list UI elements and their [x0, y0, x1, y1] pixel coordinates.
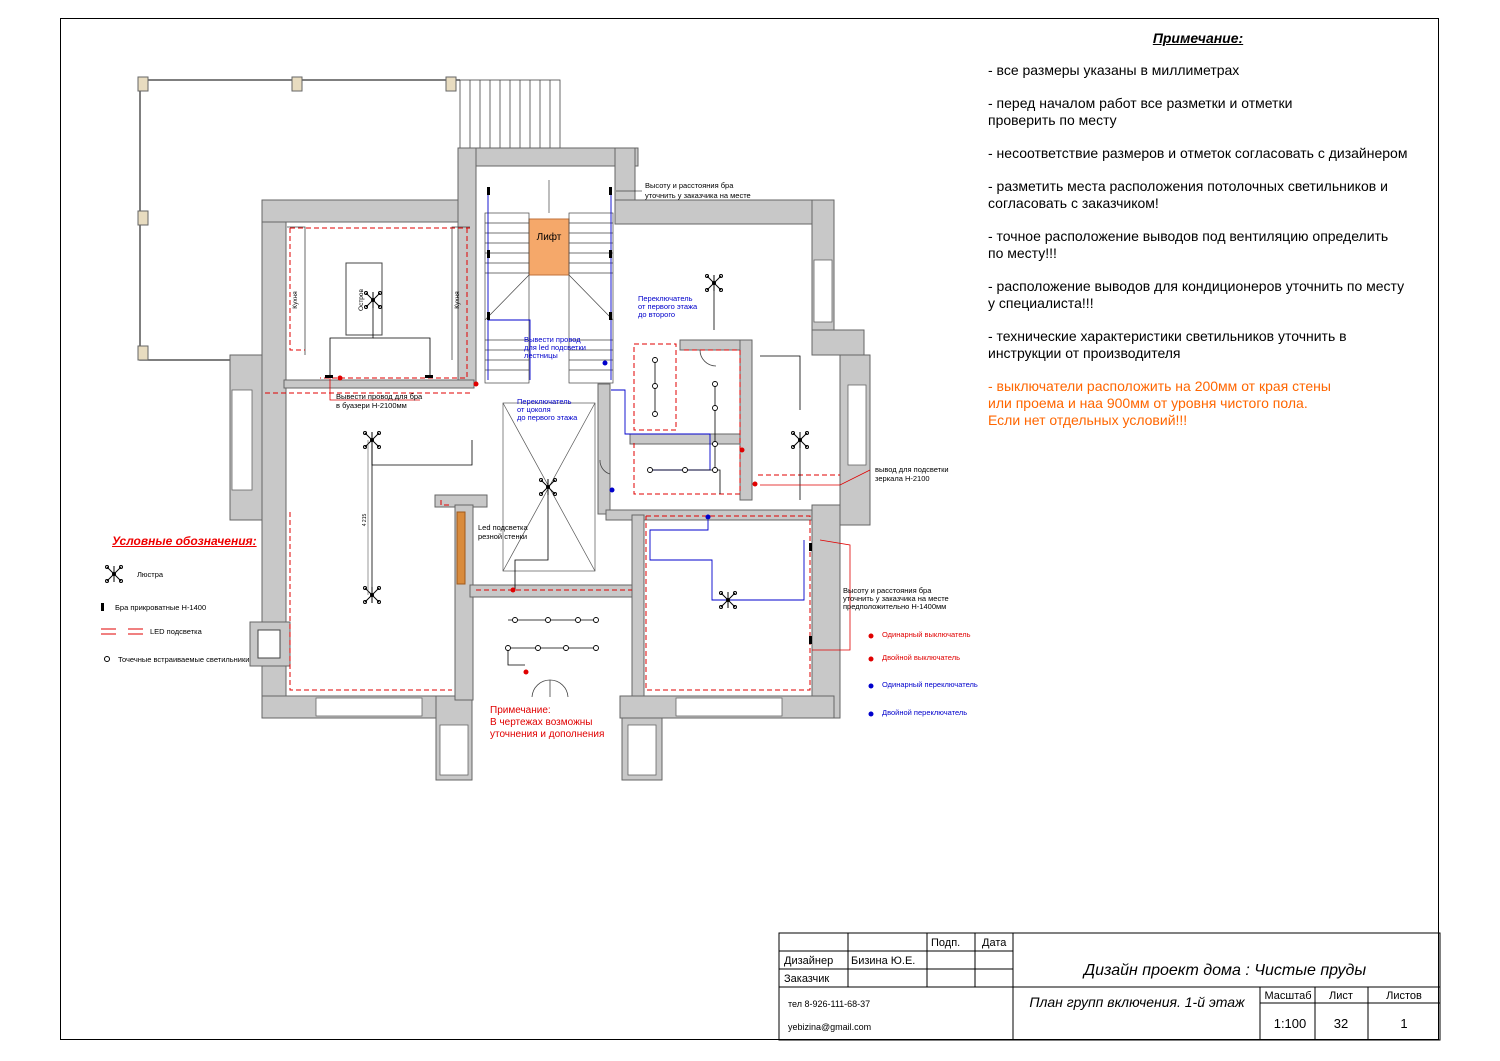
chandelier-icon [106, 566, 123, 583]
annotation-bra-top: уточнить у заказчика на месте [645, 191, 751, 200]
annotation-switch-2: Переключатель [517, 397, 572, 406]
switch-legend [869, 630, 978, 717]
chandelier-icon [792, 432, 809, 449]
tb-project: Дизайн проект дома : Чистые пруды [1083, 962, 1367, 979]
notes-title: Примечание: [1152, 30, 1244, 46]
annotation-boiserie: Вывести провод для бра [336, 392, 423, 401]
chandelier-icon [364, 432, 381, 449]
legend-label: Точечные встраиваемые светильники [118, 655, 250, 664]
dimension-line [362, 440, 368, 595]
note-switch-placement: - выключатели расположить на 200мм от края стены или проема и наа 900мм от уровня чистого пола. Если нет отдельных условий!!! [988, 378, 1331, 428]
sconce-icon [101, 603, 104, 611]
chandelier-icon [706, 275, 723, 292]
annotation-switch-1: до второго [638, 310, 676, 319]
annotation-stair-led: лестницы [524, 351, 558, 360]
tb-sheet-label: Лист [1329, 990, 1353, 1002]
annotation-boiserie: в буазери Н-2100мм [336, 401, 407, 410]
tb-sheets-label: Листов [1386, 990, 1422, 1002]
annotation-switch-2: от цоколя [517, 405, 551, 414]
legend-title: Условные обозначения: [112, 534, 257, 548]
elevator [529, 219, 569, 275]
annotation-bra-top: Высоту и расстояния бра [645, 181, 734, 190]
switch-legend-label: Двойной переключатель [882, 708, 968, 717]
annotation-switch-2: до первого этажа [517, 413, 578, 422]
island-label: Остров [358, 289, 365, 311]
annotation-stair-led: для led подсветки [524, 343, 586, 352]
annotation-bra-right: Высоту и расстояния бра [843, 586, 932, 595]
tb-email: yebizina@gmail.com [788, 1022, 872, 1032]
tb-phone: тел 8-926-111-68-37 [788, 999, 871, 1009]
tb-client-label: Заказчик [784, 973, 830, 985]
switch-legend-label: Одинарный выключатель [882, 630, 971, 639]
note-item: - расположение выводов для кондиционеров уточнить по месту у специалиста!!! [988, 278, 1405, 311]
tb-date: Дата [982, 937, 1007, 949]
annotation-mirror: зеркала Н-2100 [875, 474, 930, 483]
tb-designer-label: Дизайнер [784, 955, 834, 967]
tb-scale: 1:100 [1273, 1016, 1307, 1031]
legend-labels [115, 570, 249, 664]
annotation-carved-wall: Led подсветка [478, 523, 528, 532]
red-note-line: В чертежах возможны [490, 717, 593, 728]
led-strip-icon [101, 629, 143, 634]
annotation-bra-right: уточнить у заказчика на месте [843, 594, 949, 603]
kitchen-label-right: Кухня [454, 291, 461, 309]
red-note-line: Примечание: [490, 705, 551, 716]
carved-wall-led [457, 512, 465, 584]
annotation-switch-1: Переключатель [638, 294, 693, 303]
switch-legend-label: Двойной выключатель [882, 653, 960, 662]
note-item: - все размеры указаны в миллиметрах [988, 62, 1240, 78]
double-switch-icon [869, 657, 874, 662]
single-toggle-icon [869, 684, 874, 689]
chandelier-icon [540, 479, 557, 496]
tb-scale-label: Масштаб [1264, 990, 1312, 1002]
annotation-carved-wall: резной стенки [478, 532, 528, 541]
note-item: - точное расположение выводов под вентиляцию определить по месту!!! [988, 228, 1389, 261]
fireplace [258, 630, 280, 658]
chandelier-icon [364, 587, 381, 604]
annotation-bra-right: предположительно Н-1400мм [843, 602, 947, 611]
tb-podp: Подп. [931, 937, 961, 949]
kitchen-label-left: Кухня [292, 291, 299, 309]
dimension-value: 4 215 [362, 513, 368, 527]
legend-label: LED подсветка [150, 627, 202, 636]
elevator-label: Лифт [536, 232, 562, 243]
annotation-mirror: вывод для подсветки [875, 465, 949, 474]
annotation-switch-1: от первого этажа [638, 302, 698, 311]
spotlight-icon [105, 657, 110, 662]
note-item: - разметить места расположения потолочных светильников и согласовать с заказчиком! [988, 178, 1388, 211]
tb-designer-name: Бизина Ю.Е. [851, 955, 916, 967]
legend-label: Люстра [137, 570, 164, 579]
double-toggle-icon [869, 712, 874, 717]
switch-legend-label: Одинарный переключатель [882, 680, 978, 689]
annotation-stair-led: Вывести провод [524, 335, 581, 344]
outer-stair [460, 80, 560, 148]
single-switch-icon [869, 634, 874, 639]
tb-sheets: 1 [1400, 1016, 1408, 1031]
note-item: - несоответствие размеров и отметок согласовать с дизайнером [988, 145, 1408, 161]
legend-label: Бра прикроватные Н-1400 [115, 603, 207, 612]
tb-sheet: 32 [1333, 1016, 1349, 1031]
note-item: - технические характеристики светильников уточнить в инструкции от производителя [988, 328, 1347, 361]
tb-sheet-title: План групп включения. 1-й этаж [1029, 994, 1245, 1010]
red-note-line: уточнения и дополнения [490, 729, 605, 740]
red-note [490, 705, 604, 740]
note-item: - перед началом работ все разметки и отметки проверить по месту [988, 95, 1293, 128]
